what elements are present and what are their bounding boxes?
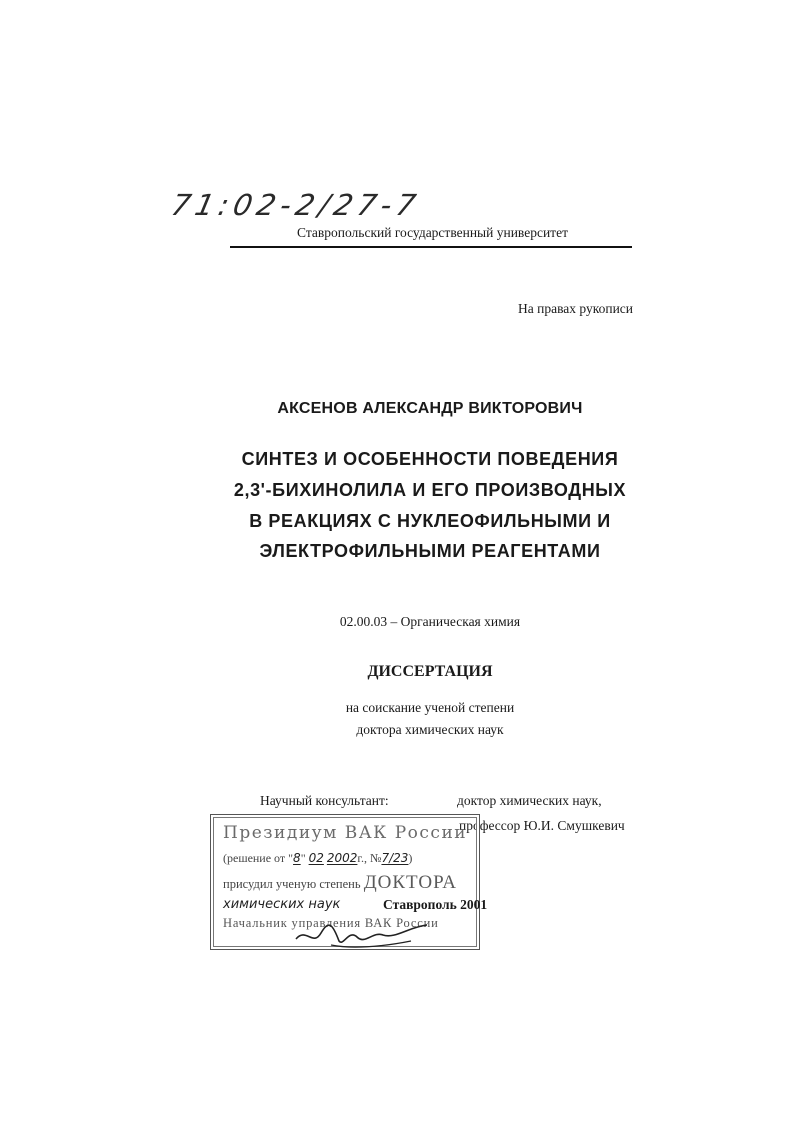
degree-line-1: на соискание ученой степени <box>345 700 515 715</box>
author-name: АКСЕНОВ АЛЕКСАНДР ВИКТОРОВИЧ <box>277 400 583 417</box>
stamp-field-handwritten: химических наук <box>223 897 341 912</box>
stamp-decision-no-prefix: г., № <box>357 851 382 865</box>
stamp-decision-day: 8 <box>293 851 301 865</box>
stamp-decision-number: 7/23 <box>381 851 409 865</box>
degree-line-2: доктора химических наук <box>356 722 504 737</box>
stamp-decision-mid: " <box>300 851 306 865</box>
stamp-decision-month: 02 <box>308 851 324 865</box>
vak-approval-stamp <box>210 814 480 950</box>
stamp-awarded-degree: ДОКТОРА <box>363 872 457 893</box>
stamp-awarded-prefix: присудил ученую степень <box>223 877 361 891</box>
specialty-code: 02.00.03 – Органическая химия <box>339 614 521 629</box>
consultant-label: Научный консультант: <box>260 793 389 808</box>
city-year: Ставрополь 2001 <box>383 897 488 912</box>
stamp-decision-line <box>223 851 412 866</box>
stamp-decision-suffix: ) <box>408 851 413 865</box>
handwritten-archive-code: 71:02-2/27-7 <box>168 188 424 222</box>
stamp-awarded-line <box>223 872 457 894</box>
title-line-4: ЭЛЕКТРОФИЛЬНЫМИ РЕАГЕНТАМИ <box>259 541 601 561</box>
consultant-degree: доктор химических наук, <box>457 793 602 808</box>
stamp-decision-prefix: (решение от " <box>223 851 294 865</box>
university-name: Ставропольский государственный университет <box>297 225 568 240</box>
title-line-3: В РЕАКЦИЯХ С НУКЛЕОФИЛЬНЫМИ И <box>249 511 611 531</box>
stamp-decision-year: 2002 <box>326 851 358 865</box>
header-divider <box>230 246 632 248</box>
title-line-2: 2,3'-БИХИНОЛИЛА И ЕГО ПРОИЗВОДНЫХ <box>233 480 627 500</box>
title-line-1: СИНТЕЗ И ОСОБЕННОСТИ ПОВЕДЕНИЯ <box>241 449 619 469</box>
signature-mark <box>291 917 431 951</box>
manuscript-rights-note: На правах рукописи <box>518 301 634 316</box>
document-type: ДИССЕРТАЦИЯ <box>367 663 493 680</box>
consultant-name: профессор Ю.И. Смушкевич <box>459 818 625 833</box>
stamp-header: Президиум ВАК России <box>223 823 468 843</box>
stamp-head-title: Начальник управления ВАК России <box>223 916 439 930</box>
